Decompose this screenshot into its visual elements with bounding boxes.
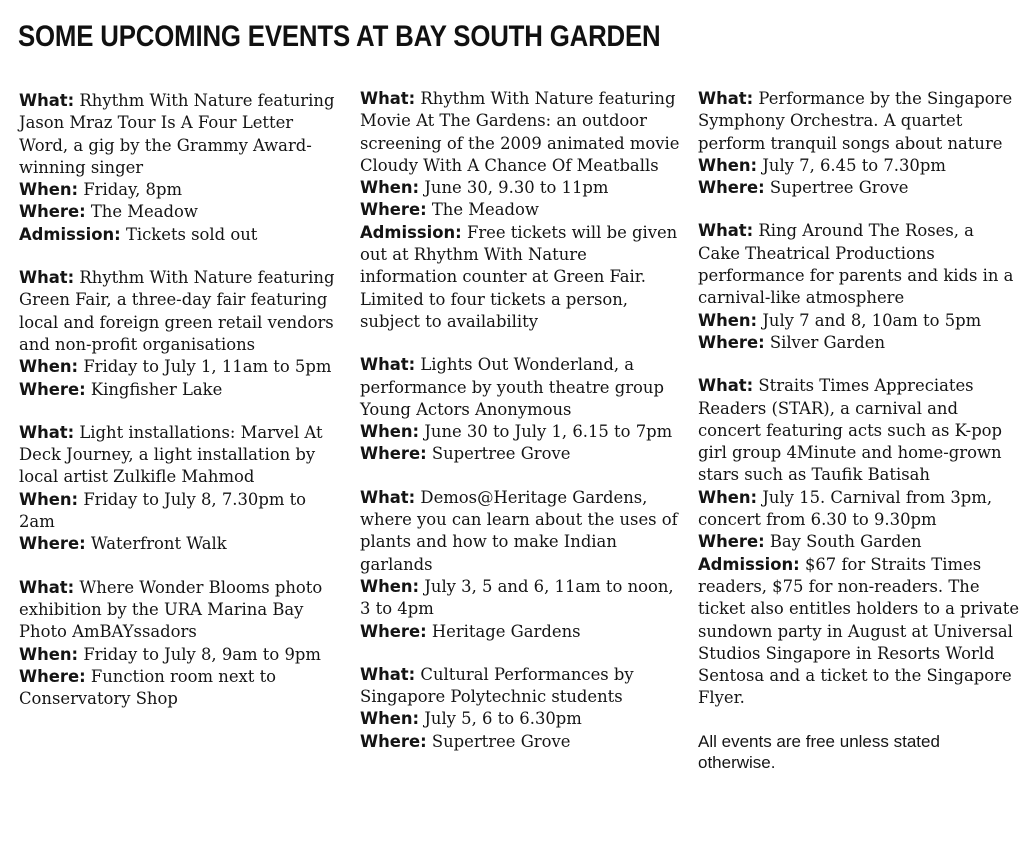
event-when xyxy=(360,177,682,199)
event-item xyxy=(19,90,341,246)
when-label: When: xyxy=(360,178,420,198)
what-label: What: xyxy=(698,376,754,396)
page-title: SOME UPCOMING EVENTS AT BAY SOUTH GARDEN xyxy=(18,20,661,53)
event-what-text: Light installations: Marvel At Deck Journey, a light installation by local artist Zulkifle Mahmod xyxy=(19,422,323,487)
event-where-text: Supertree Grove xyxy=(431,731,571,751)
event-when-text: July 15. Carnival from 3pm, concert from 6.30 to 9.30pm xyxy=(698,487,993,530)
event-when-text: July 3, 5 and 6, 11am to noon, 3 to 4pm xyxy=(360,576,674,619)
footnote: All events are free unless stated otherwise. xyxy=(698,731,940,772)
events-column-3 xyxy=(698,88,1020,790)
what-label: What: xyxy=(19,91,75,110)
event-where-text: The Meadow xyxy=(90,202,198,222)
event-item xyxy=(698,88,1020,199)
when-label: When: xyxy=(698,155,758,175)
what-label: What: xyxy=(698,89,754,108)
event-what-text: Where Wonder Blooms photo exhibition by the URA Marina Bay Photo AmBAYssadors xyxy=(19,577,323,642)
event-admission xyxy=(19,224,341,246)
event-item xyxy=(19,577,341,711)
where-label: Where: xyxy=(360,731,427,751)
admission-label: Admission: xyxy=(360,222,462,242)
event-where-text: The Meadow xyxy=(431,200,539,220)
where-label: Where: xyxy=(360,621,427,641)
event-what-text: Rhythm With Nature featuring Green Fair, a three-day fair featuring local and foreign green retail vendors and non-profit organisations xyxy=(19,268,335,354)
where-label: Where: xyxy=(19,379,86,399)
event-what xyxy=(698,88,1020,155)
event-where xyxy=(698,332,1020,354)
event-when xyxy=(19,179,341,201)
event-what xyxy=(19,90,341,179)
event-when xyxy=(698,310,1020,332)
event-where-text: Heritage Gardens xyxy=(431,621,581,641)
event-when xyxy=(19,489,341,534)
where-label: Where: xyxy=(19,534,86,554)
event-where-text: Function room next to Conservatory Shop xyxy=(19,666,277,709)
event-when-text: June 30, 9.30 to 11pm xyxy=(424,178,609,198)
event-admission xyxy=(698,554,1020,710)
event-what xyxy=(19,422,341,489)
event-what xyxy=(19,267,341,356)
event-admission-text: $67 for Straits Times readers, $75 for non-readers. The ticket also entitles holders to a private sundown party in August at Universal Studios Singapore in Resorts World Sentosa and a ticket to the Singapore Flyer. xyxy=(698,554,1020,708)
event-when-text: Friday to July 8, 9am to 9pm xyxy=(83,644,321,664)
event-where-text: Supertree Grove xyxy=(769,178,909,198)
event-where-text: Supertree Grove xyxy=(431,444,571,464)
event-what xyxy=(19,577,341,644)
event-when xyxy=(19,644,341,666)
event-where xyxy=(698,177,1020,199)
when-label: When: xyxy=(19,644,79,664)
event-when-text: July 7 and 8, 10am to 5pm xyxy=(762,310,982,330)
event-where-text: Silver Garden xyxy=(769,332,886,352)
event-item xyxy=(360,88,682,333)
event-what-text: Ring Around The Roses, a Cake Theatrical Productions performance for parents and kids in a carnival-like atmosphere xyxy=(698,221,1014,308)
where-label: Where: xyxy=(19,202,86,222)
event-where xyxy=(19,379,341,401)
event-item xyxy=(360,487,682,643)
when-label: When: xyxy=(19,489,79,509)
event-what xyxy=(698,375,1020,486)
event-admission xyxy=(360,222,682,333)
event-when-text: July 7, 6.45 to 7.30pm xyxy=(762,155,946,175)
event-when xyxy=(360,708,682,730)
event-what-text: Rhythm With Nature featuring Movie At The Gardens: an outdoor screening of the 2009 animated movie Cloudy With A Chance Of Meatballs xyxy=(360,89,680,175)
what-label: What: xyxy=(360,487,416,507)
when-label: When: xyxy=(19,180,79,200)
event-when-text: Friday to July 1, 11am to 5pm xyxy=(83,357,332,377)
events-column-1 xyxy=(19,90,341,731)
what-label: What: xyxy=(698,221,754,241)
where-label: Where: xyxy=(360,200,427,220)
event-what xyxy=(698,220,1020,309)
event-when-text: July 5, 6 to 6.30pm xyxy=(424,709,582,729)
event-what-text: Rhythm With Nature featuring Jason Mraz Tour Is A Four Letter Word, a gig by the Grammy Award-winning singer xyxy=(19,91,335,177)
event-where-text: Kingfisher Lake xyxy=(90,379,223,399)
event-where xyxy=(698,531,1020,553)
event-what xyxy=(360,354,682,421)
event-what-text: Straits Times Appreciates Readers (STAR), a carnival and concert featuring acts such as K-pop girl group 4Minute and home-grown stars such as Taufik Batisah xyxy=(698,376,1003,485)
what-label: What: xyxy=(19,422,75,442)
event-what xyxy=(360,487,682,576)
event-admission-text: Tickets sold out xyxy=(125,224,258,244)
event-what xyxy=(360,88,682,177)
when-label: When: xyxy=(360,422,420,442)
event-where xyxy=(19,201,341,223)
when-label: When: xyxy=(360,709,420,729)
event-item xyxy=(19,267,341,401)
event-item xyxy=(360,354,682,465)
events-column-2 xyxy=(360,88,682,774)
event-what-text: Cultural Performances by Singapore Polytechnic students xyxy=(360,664,634,707)
event-item xyxy=(698,220,1020,354)
where-label: Where: xyxy=(19,666,86,686)
event-where xyxy=(360,621,682,643)
event-where-text: Bay South Garden xyxy=(769,532,922,552)
what-label: What: xyxy=(360,355,416,375)
event-admission-text: Free tickets will be given out at Rhythm With Nature information counter at Green Fair. Limited to four tickets a person, subject to availability xyxy=(360,222,678,331)
what-label: What: xyxy=(360,89,416,108)
event-where xyxy=(360,199,682,221)
event-what-text: Demos@Heritage Gardens, where you can learn about the uses of plants and how to make Indian garlands xyxy=(360,487,678,574)
event-where xyxy=(360,731,682,753)
event-item xyxy=(19,422,341,556)
what-label: What: xyxy=(360,664,416,684)
event-when xyxy=(360,421,682,443)
when-label: When: xyxy=(698,310,758,330)
when-label: When: xyxy=(360,576,420,596)
event-where xyxy=(19,533,341,555)
when-label: When: xyxy=(698,487,758,507)
event-where xyxy=(360,443,682,465)
admission-label: Admission: xyxy=(698,554,800,574)
event-where xyxy=(19,666,341,711)
event-item xyxy=(698,375,1020,709)
event-when xyxy=(698,487,1020,532)
event-item xyxy=(360,664,682,753)
what-label: What: xyxy=(19,268,75,288)
event-where-text: Waterfront Walk xyxy=(90,534,227,554)
where-label: Where: xyxy=(360,444,427,464)
event-when-text: June 30 to July 1, 6.15 to 7pm xyxy=(424,422,673,442)
where-label: Where: xyxy=(698,178,765,198)
event-when-text: Friday to July 8, 7.30pm to 2am xyxy=(19,489,307,532)
event-when xyxy=(19,356,341,378)
admission-label: Admission: xyxy=(19,224,121,244)
event-what xyxy=(360,664,682,709)
where-label: Where: xyxy=(698,532,765,552)
event-when xyxy=(360,576,682,621)
where-label: Where: xyxy=(698,332,765,352)
event-what-text: Performance by the Singapore Symphony Orchestra. A quartet perform tranquil songs about nature xyxy=(698,89,1013,153)
event-when-text: Friday, 8pm xyxy=(83,180,182,200)
event-when xyxy=(698,155,1020,177)
what-label: What: xyxy=(19,577,75,597)
when-label: When: xyxy=(19,357,79,377)
event-what-text: Lights Out Wonderland, a performance by youth theatre group Young Actors Anonymous xyxy=(360,355,664,419)
